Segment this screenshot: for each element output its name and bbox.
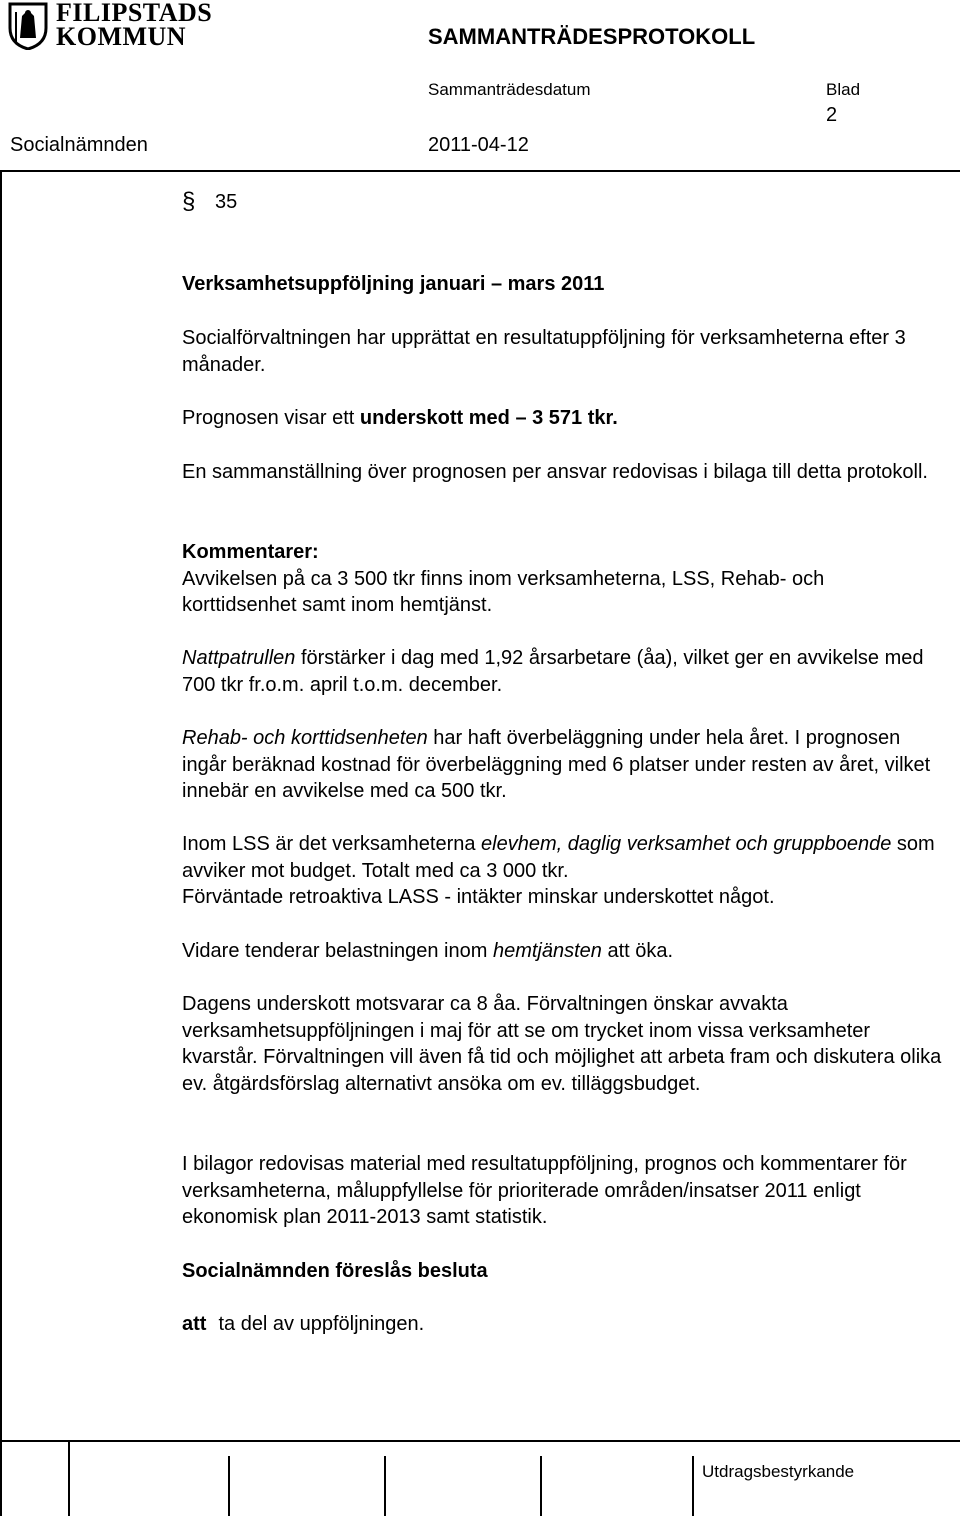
coat-of-arms-icon (8, 2, 48, 50)
footer-divider-4 (540, 1456, 542, 1516)
footer-divider-3 (384, 1456, 386, 1516)
paragraph-number: 35 (215, 191, 238, 213)
decision-att: att (182, 1313, 207, 1335)
header-rule (0, 170, 960, 172)
p10-text: I bilagor redovisas material med resultatuppföljning, prognos och kommentarer för verksamheterna, måluppfyllelse för prioriterade områden/insatser 2011 enligt ekonomisk plan 2011-2013 samt statistik. (182, 1153, 907, 1228)
logo-line1: FILIPSTADS (56, 0, 213, 27)
left-margin-rule (0, 170, 2, 1516)
p8-emphasis: hemtjänsten (492, 940, 602, 962)
paragraph-8 (182, 938, 942, 965)
p8-text-a: Vidare tenderar belastningen inom (182, 940, 493, 962)
paragraph-4 (182, 539, 942, 619)
footer-divider-2 (228, 1456, 230, 1516)
meeting-date-label: Sammanträdesdatum (428, 80, 591, 99)
p7-text-c: som avviker mot budget. Totalt med ca 3 000 tkr. (182, 833, 935, 882)
footer-rule (0, 1440, 960, 1442)
paragraph-5 (182, 645, 942, 698)
paragraph-symbol: § (182, 188, 196, 215)
proposal-heading (182, 1258, 942, 1285)
paragraph-10 (182, 1151, 942, 1231)
municipality-logo (8, 0, 213, 52)
certification-label: Utdragsbestyrkande (702, 1462, 855, 1481)
page-label: Blad (826, 80, 861, 99)
p5-emphasis: Nattpatrullen (182, 647, 296, 669)
p8-text-c: att öka. (601, 940, 674, 962)
organ-name: Socialnämnden (10, 134, 148, 156)
p2-text: Prognosen visar ett (182, 407, 360, 429)
page-number: 2 (826, 104, 838, 126)
footer-divider-1 (68, 1440, 70, 1516)
p7-text-d: Förväntade retroaktiva LASS - intäkter minskar underskottet något. (182, 886, 775, 908)
p1-text: Socialförvaltningen har upprättat en resultatuppföljning för verksamheterna efter 3 månader. (182, 327, 906, 376)
p7-text-a: Inom LSS är det verksamheterna (182, 833, 482, 855)
paragraph-6 (182, 725, 942, 805)
p6-text: har haft överbeläggning under hela året. I prognosen ingår beräknad kostnad för överbeläggning med 6 platser under resten av året, vilket innebär en avvikelse med ca 500 tkr. (182, 727, 931, 802)
logo-line2: KOMMUN (56, 22, 187, 51)
decision (182, 1311, 942, 1338)
comments-label: Kommentarer: (182, 541, 319, 563)
document-title: SAMMANTRÄDESPROTOKOLL (428, 24, 756, 49)
paragraph-7 (182, 831, 942, 911)
p2-emphasis: underskott med – 3 571 tkr. (359, 407, 618, 429)
proposal-heading-text: Socialnämnden föreslås besluta (182, 1260, 488, 1282)
p6-emphasis: Rehab- och korttidsenheten (182, 727, 428, 749)
paragraph-1 (182, 325, 942, 378)
p9-text: Dagens underskott motsvarar ca 8 åa. Förvaltningen önskar avvakta verksamhetsuppföljningen i maj för att se om trycket inom vissa verksamheter kvarstår. Förvaltningen vill även få tid och möjlighet att arbeta fram och diskutera olika ev. åtgärdsförslag alternativt ansöka om ev. tilläggsbudget. (182, 993, 942, 1095)
meeting-date: 2011-04-12 (428, 134, 529, 156)
p4-text: Avvikelsen på ca 3 500 tkr finns inom verksamheterna, LSS, Rehab- och korttidsenhet samt inom hemtjänst. (182, 567, 825, 616)
section-heading (182, 271, 942, 298)
p7-emphasis: elevhem, daglig verksamhet och gruppboende (481, 833, 892, 855)
heading-text: Verksamhetsuppföljning januari – mars 2011 (182, 273, 605, 295)
p5-text: förstärker i dag med 1,92 årsarbetare (åa), vilket ger en avvikelse med 700 tkr fr.o.m. april t.o.m. december. (182, 647, 924, 696)
paragraph-9 (182, 991, 942, 1097)
paragraph-3 (182, 459, 942, 486)
p3-text: En sammanställning över prognosen per ansvar redovisas i bilaga till detta protokoll. (182, 461, 928, 483)
paragraph-2 (182, 405, 942, 432)
decision-text: ta del av uppföljningen. (218, 1313, 425, 1335)
footer-divider-5 (692, 1456, 694, 1516)
